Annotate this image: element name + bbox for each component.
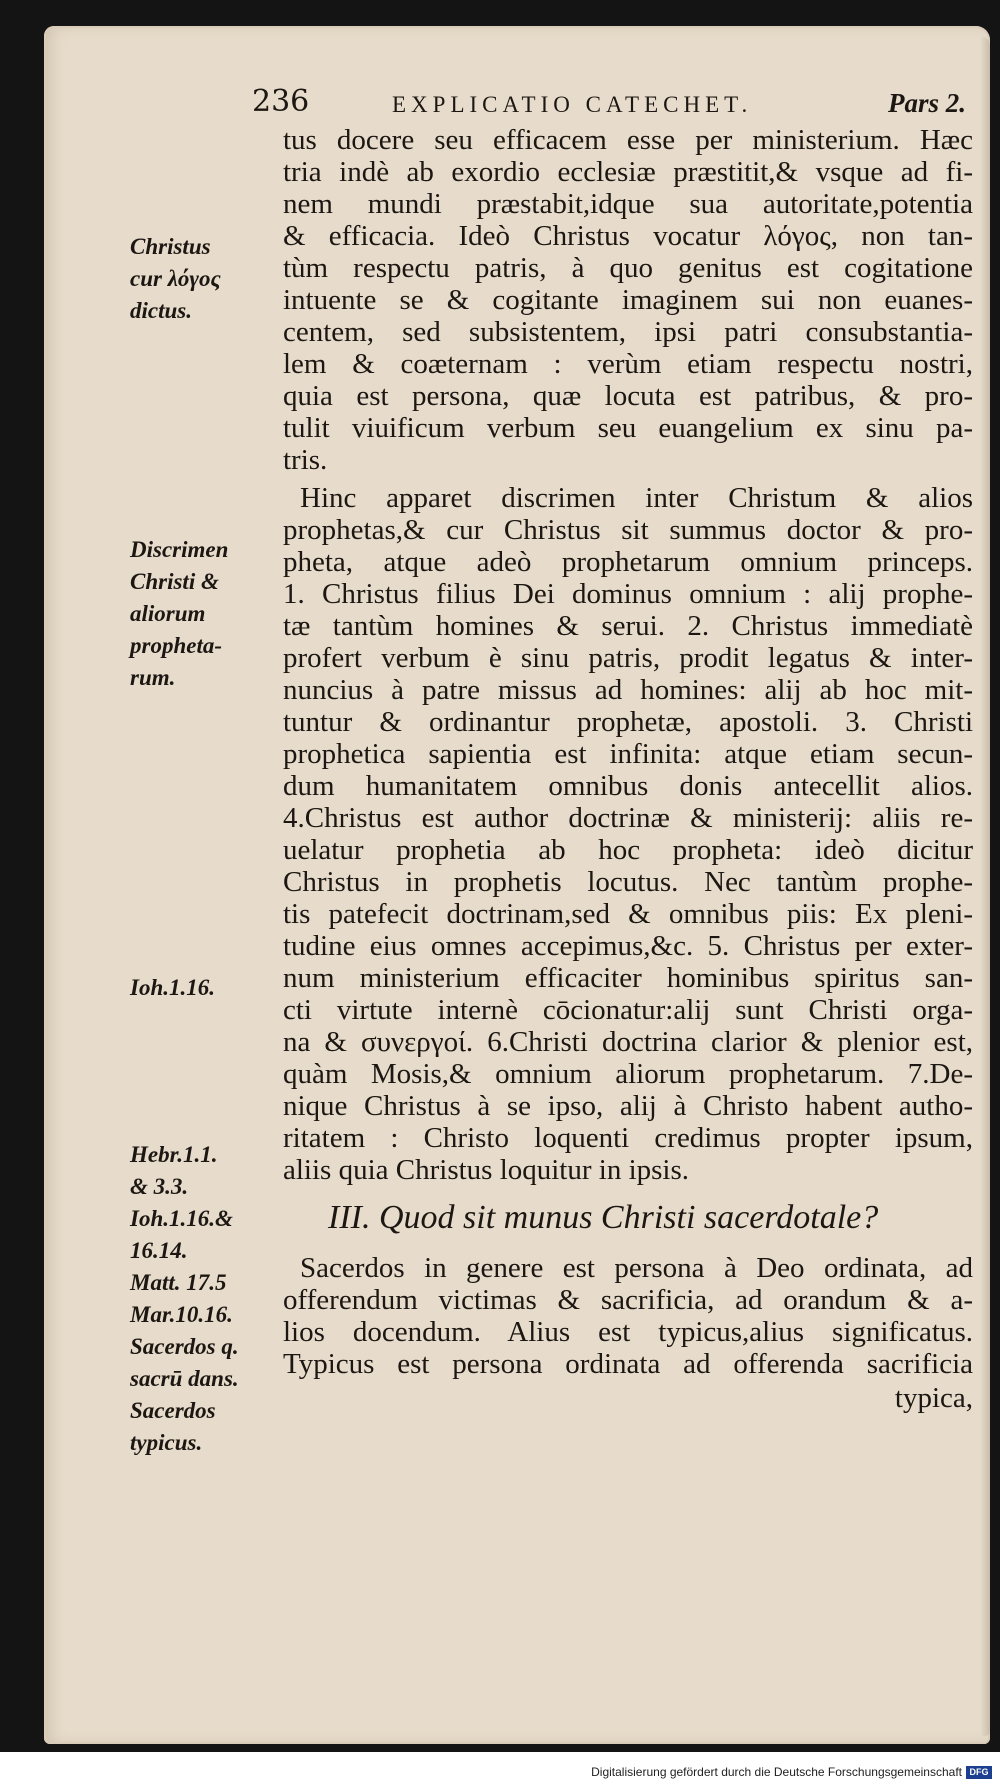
section-heading: III. Quod sit munus Christi sacerdotale?: [328, 1199, 879, 1236]
section-line: Sacerdos in genere est persona à Deo ordinata, ad: [300, 1252, 973, 1284]
body-line: prophetica sapientia est infinita: atque etiam secun-: [283, 738, 973, 770]
body-line: tus docere seu efficacem esse per ministerium. Hæc: [283, 124, 973, 156]
margin-note: rum.: [130, 665, 176, 690]
section-line: Typicus est persona ordinata ad offerenda sacrificia: [283, 1348, 973, 1380]
body-line: pheta, atque adeò prophetarum omnium princeps.: [283, 546, 973, 578]
body-line: cti virtute internè cōcionatur:alij sunt Christi orga-: [283, 994, 973, 1026]
body-line: quàm Mosis,& omnium aliorum prophetarum. 7.De-: [283, 1058, 973, 1090]
body-line: tris.: [283, 444, 328, 476]
margin-note: Ioh.1.16.&: [130, 1206, 233, 1231]
running-title: EXPLICATIO CATECHET.: [392, 92, 753, 117]
margin-note: cur λόγος: [130, 266, 221, 291]
body-line: lem & coæternam : verùm etiam respectu nostri,: [283, 348, 973, 380]
body-line: na & συνεργοί. 6.Christi doctrina clarior & plenior est,: [283, 1026, 973, 1058]
margin-note: Ioh.1.16.: [130, 975, 215, 1000]
margin-note: propheta-: [130, 633, 222, 658]
body-line: nuncius à patre missus ad homines: alij ab hoc mit-: [283, 674, 973, 706]
margin-note: aliorum: [130, 601, 206, 626]
body-line: 4.Christus est author doctrinæ & ministerij: aliis re-: [283, 802, 973, 834]
body-line: prophetas,& cur Christus sit summus doctor & pro-: [283, 514, 973, 546]
body-line: tis patefecit doctrinam,sed & omnibus piis: Ex pleni-: [283, 898, 973, 930]
body-line: tùm respectu patris, à quo genitus est cogitatione: [283, 252, 973, 284]
body-line: tria indè ab exordio ecclesiæ præstitit,& vsque ad fi-: [283, 156, 973, 188]
body-line: dum humanitatem omnibus donis antecellit alios.: [283, 770, 973, 802]
body-line: quia est persona, quæ locuta est patribus, & pro-: [283, 380, 973, 412]
margin-note: Christus: [130, 234, 211, 259]
margin-note: Sacerdos: [130, 1398, 216, 1423]
margin-note: Christi &: [130, 569, 219, 594]
margin-note: dictus.: [130, 298, 192, 323]
margin-note: & 3.3.: [130, 1174, 189, 1199]
margin-note: Discrimen: [130, 537, 229, 562]
margin-note: Sacerdos q.: [130, 1334, 239, 1359]
body-line: num ministerium efficaciter hominibus spiritus san-: [283, 962, 973, 994]
body-line: centem, sed subsistentem, ipsi patri consubstantia-: [283, 316, 973, 348]
margin-note: typicus.: [130, 1430, 203, 1455]
body-line: nique Christus à se ipso, alij à Christo habent autho-: [283, 1090, 973, 1122]
body-line: tæ tantùm homines & serui. 2. Christus immediatè: [283, 610, 973, 642]
margin-note: 16.14.: [130, 1238, 188, 1263]
part-label: Pars 2.: [888, 88, 967, 118]
margin-note: Mar.10.16.: [130, 1302, 233, 1327]
body-line: profert verbum è sinu patris, prodit legatus & inter-: [283, 642, 973, 674]
digitization-credit: [591, 1764, 992, 1780]
body-line: tuntur & ordinantur prophetæ, apostoli. 3. Christi: [283, 706, 973, 738]
catchword: typica,: [894, 1382, 973, 1414]
body-line: tudine eius omnes accepimus,&c. 5. Christus per exter-: [283, 930, 973, 962]
body-line: Hinc apparet discrimen inter Christum & alios: [300, 482, 973, 514]
body-line: intuente se & cogitante imaginem sui non euanes-: [283, 284, 973, 316]
credit-text: Digitalisierung gefördert durch die Deutsche Forschungsgemeinschaft: [591, 1765, 962, 1779]
dfg-logo: DFG: [966, 1766, 992, 1779]
section-line: lios docendum. Alius est typicus,alius significatus.: [283, 1316, 973, 1348]
body-line: Christus in prophetis locutus. Nec tantùm prophe-: [283, 866, 973, 898]
body-line: uelatur prophetia ab hoc propheta: ideò dicitur: [283, 834, 973, 866]
body-line: & efficacia. Ideò Christus vocatur λόγος, non tan-: [283, 220, 973, 252]
body-line: 1. Christus filius Dei dominus omnium : alij prophe-: [283, 578, 973, 610]
section-line: offerendum victimas & sacrificia, ad orandum & a-: [283, 1284, 973, 1316]
body-line: tulit viuificum verbum seu euangelium ex sinu pa-: [283, 412, 973, 444]
body-line: aliis quia Christus loquitur in ipsis.: [283, 1154, 690, 1186]
margin-note: sacrū dans.: [130, 1366, 239, 1391]
page-number: 236: [252, 84, 310, 119]
margin-note: Matt. 17.5: [130, 1270, 227, 1295]
margin-note: Hebr.1.1.: [130, 1142, 218, 1167]
page-edge: [980, 36, 990, 1736]
body-line: ritatem : Christo loquenti credimus propter ipsum,: [283, 1122, 973, 1154]
body-line: nem mundi præstabit,idque sua autoritate,potentia: [283, 188, 973, 220]
